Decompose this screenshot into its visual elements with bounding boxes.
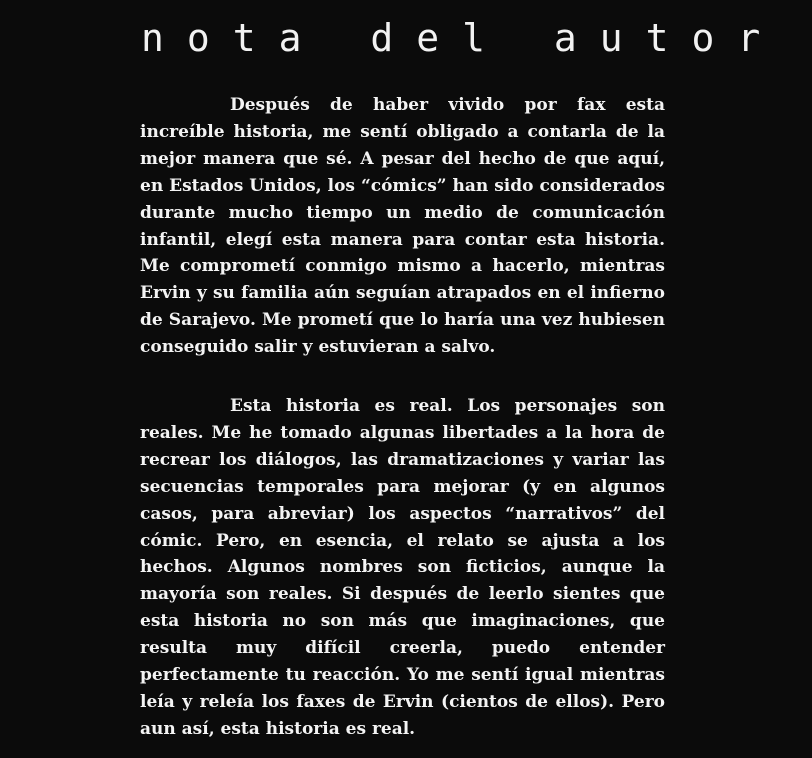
paragraph-1: Después de haber vivido por fax esta increíble historia, me sentí obligado a contarla de la mejor manera que sé. A pesar del hecho de que aquí, en Estados Unidos, los “cómics” han sido considerados durante mucho tiempo un medio de comunicación infantil, elegí esta manera para contar esta historia. Me comprometí conmigo mismo a hacerlo, mientras Ervin y su familia aún seguían atrapados en el infierno de Sarajevo. Me prometí que lo haría una vez hubiesen conseguido salir y estuvieran a salvo. <box>140 95 665 358</box>
paragraph-2: Esta historia es real. Los personajes son reales. Me he tomado algunas libertades a la hora de recrear los diálogos, las dramatizaciones y variar las secuencias temporales para mejorar (y en algunos casos, para abreviar) los aspectos “narrativos” del cómic. Pero, en esencia, el relato se ajusta a los hechos. Algunos nombres son ficticios, aunque la mayoría son reales. Si después de leerlo sientes que esta historia no son más que imaginaciones, que resulta muy difícil creerla, puedo entender perfectamente tu reacción. Yo me sentí igual mientras leía y releía los faxes de Ervin (cientos de ellos). Pero aun así, esta historia es real. <box>140 396 665 739</box>
page-title: nota del autor <box>141 16 784 60</box>
